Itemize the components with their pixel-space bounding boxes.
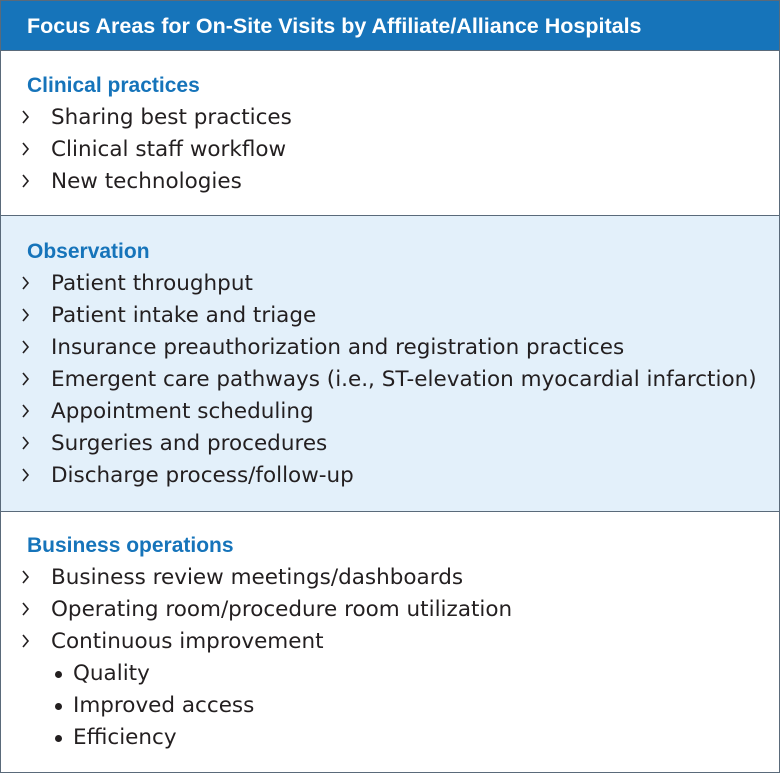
bullet-icon	[55, 735, 62, 742]
chevron-right-icon	[21, 134, 35, 166]
chevron-right-icon	[21, 102, 35, 134]
bullet-icon	[55, 703, 62, 710]
list-item-label: Business review meetings/dashboards	[51, 565, 464, 590]
list-item	[1, 364, 779, 396]
bullet-icon	[55, 671, 62, 678]
sub-item-label: Quality	[73, 661, 150, 686]
section-clinical-practices	[1, 51, 779, 216]
list-item-label: Patient throughput	[51, 271, 253, 296]
list-item-label: Operating room/procedure room utilization	[51, 597, 513, 622]
list-item	[1, 428, 779, 460]
list-item-label: Clinical staff workflow	[51, 137, 287, 162]
list-item-label: Discharge process/follow-up	[51, 463, 354, 488]
sub-list-item	[1, 658, 779, 690]
list-item-label: Insurance preauthorization and registration practices	[51, 335, 625, 360]
chevron-right-icon	[21, 562, 35, 594]
list-item	[1, 594, 779, 626]
list-item-label: Surgeries and procedures	[51, 431, 328, 456]
list-item-label: Appointment scheduling	[51, 399, 314, 424]
section-title: Clinical practices	[27, 74, 200, 97]
list-item	[1, 626, 779, 658]
list-item	[1, 268, 779, 300]
list-item	[1, 562, 779, 594]
list-item	[1, 166, 779, 198]
list-item	[1, 134, 779, 166]
chevron-right-icon	[21, 268, 35, 300]
sub-list-item	[1, 722, 779, 754]
list-item-label: Continuous improvement	[51, 629, 324, 654]
chevron-right-icon	[21, 396, 35, 428]
list-item	[1, 300, 779, 332]
sub-item-label: Improved access	[73, 693, 255, 718]
chevron-right-icon	[21, 332, 35, 364]
chevron-right-icon	[21, 300, 35, 332]
item-list	[1, 562, 779, 658]
chevron-right-icon	[21, 428, 35, 460]
chevron-right-icon	[21, 364, 35, 396]
section-title: Business operations	[27, 534, 234, 557]
item-list	[1, 268, 779, 492]
chevron-right-icon	[21, 460, 35, 492]
sub-item-list	[1, 658, 779, 754]
list-item-label: New technologies	[51, 169, 242, 194]
chevron-right-icon	[21, 594, 35, 626]
list-item	[1, 102, 779, 134]
table-header: Focus Areas for On-Site Visits by Affiliate/Alliance Hospitals	[1, 1, 779, 51]
sub-item-label: Efficiency	[73, 725, 177, 750]
section-title: Observation	[27, 240, 150, 263]
item-list	[1, 102, 779, 198]
list-item	[1, 332, 779, 364]
chevron-right-icon	[21, 626, 35, 658]
list-item	[1, 396, 779, 428]
list-item-label: Sharing best practices	[51, 105, 292, 130]
list-item-label: Emergent care pathways (i.e., ST-elevation myocardial infarction)	[51, 367, 757, 392]
chevron-right-icon	[21, 166, 35, 198]
sub-list-item	[1, 690, 779, 722]
section-business-operations	[1, 512, 779, 770]
list-item	[1, 460, 779, 492]
list-item-label: Patient intake and triage	[51, 303, 317, 328]
section-observation	[1, 216, 779, 512]
